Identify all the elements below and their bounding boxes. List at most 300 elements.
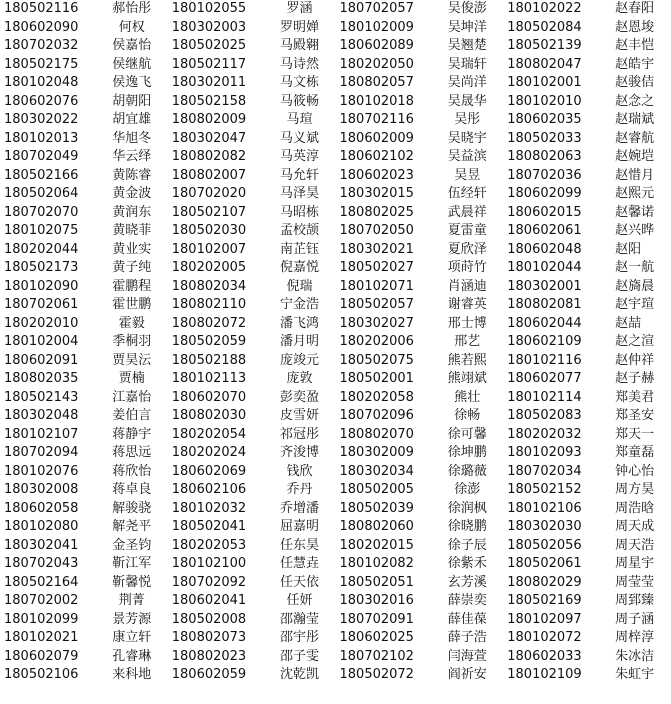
- student-id-cell: 180502027: [339, 260, 414, 275]
- student-name-cell: 徐坤鹏: [447, 445, 487, 460]
- student-name-cell: 熊壮: [454, 389, 481, 405]
- student-name-cell: 薛佳葆: [447, 611, 487, 627]
- student-id-cell: 180202058: [339, 389, 414, 405]
- student-id-cell: 180102100: [171, 556, 247, 571]
- student-id-cell: 180102007: [171, 241, 247, 257]
- student-name-cell: 贾楠: [118, 371, 145, 386]
- student-name-cell: 任慧垚: [280, 556, 320, 571]
- student-id-cell: 180802070: [339, 426, 414, 442]
- student-name-cell: 赵丰恺: [615, 38, 655, 53]
- student-name-cell: 徐润枫: [447, 500, 487, 516]
- student-name-cell: 胡宜雄: [112, 112, 152, 127]
- table-row: [0, 555, 671, 574]
- student-name-cell: 薛崇奕: [447, 593, 487, 608]
- student-id-cell: 180502084: [507, 19, 582, 35]
- student-name-cell: 徐璐薇: [447, 463, 487, 479]
- student-id-cell: 180302015: [339, 186, 414, 201]
- student-id-cell: 180502169: [507, 593, 582, 608]
- student-id-cell: 180302027: [339, 315, 414, 331]
- student-id-cell: 180302011: [171, 75, 247, 90]
- student-id-cell: 180502143: [4, 389, 79, 405]
- student-name-cell: 周方昊: [615, 482, 655, 497]
- student-name-cell: 徐澎: [454, 482, 481, 497]
- student-name-cell: 任妍: [286, 593, 313, 608]
- student-id-cell: 180802009: [171, 112, 247, 127]
- student-id-cell: 180502158: [171, 93, 247, 109]
- student-name-cell: 邵子雯: [280, 648, 320, 664]
- student-id-cell: 180202032: [507, 426, 582, 442]
- student-id-cell: 180802023: [171, 648, 247, 664]
- student-id-cell: 180702102: [339, 648, 414, 664]
- student-id-cell: 180802082: [171, 149, 247, 164]
- student-name-cell: 华云绎: [112, 149, 152, 164]
- student-name-cell: 孟校颉: [280, 223, 320, 238]
- student-id-cell: 180502072: [339, 667, 414, 682]
- student-id-cell: 180202044: [4, 241, 79, 257]
- student-id-cell: 180802035: [4, 371, 79, 386]
- student-name-cell: 周莹莹: [615, 574, 655, 590]
- student-id-cell: 180502059: [171, 334, 247, 349]
- student-name-cell: 周天浩: [615, 537, 655, 553]
- student-name-cell: 郝怡彤: [112, 1, 152, 16]
- student-name-cell: 马筱畅: [280, 93, 320, 109]
- student-id-cell: 180602077: [507, 371, 582, 386]
- student-name-cell: 马昭栋: [280, 204, 320, 220]
- student-name-cell: 潘飞鸿: [280, 315, 320, 331]
- student-id-cell: 180102044: [507, 260, 582, 275]
- student-id-cell: 180202050: [339, 56, 414, 72]
- student-name-cell: 闫海萱: [447, 648, 487, 664]
- student-name-cell: 周梓淳: [615, 630, 655, 645]
- student-id-cell: 180602059: [171, 667, 247, 682]
- student-name-cell: 赵骏佶: [615, 75, 655, 90]
- student-id-cell: 180302009: [339, 445, 414, 460]
- student-id-cell: 180502041: [171, 519, 247, 534]
- student-name-cell: 吴昱: [454, 167, 481, 183]
- student-name-cell: 赵馨诺: [615, 204, 655, 220]
- student-id-cell: 180602091: [4, 352, 79, 368]
- student-name-cell: 邵宇彤: [280, 630, 320, 645]
- student-name-cell: 赵兴晔: [615, 223, 655, 238]
- student-name-cell: 周郅臻: [615, 593, 655, 608]
- student-id-cell: 180702057: [339, 1, 414, 16]
- student-id-cell: 180502166: [4, 167, 79, 183]
- student-id-cell: 180702050: [339, 223, 414, 238]
- student-id-cell: 180102107: [4, 426, 79, 442]
- student-name-cell: 朱冰洁: [615, 648, 655, 664]
- student-id-cell: 180702061: [4, 297, 79, 312]
- table-row: [0, 111, 671, 130]
- student-id-cell: 180102001: [507, 75, 582, 90]
- table-row: [0, 19, 671, 38]
- student-name-cell: 郑圣安: [615, 408, 655, 423]
- student-id-cell: 180702116: [339, 112, 414, 127]
- student-id-cell: 180102004: [4, 334, 79, 349]
- table-row: [0, 518, 671, 537]
- student-name-cell: 朱虹宇: [615, 667, 655, 682]
- student-id-cell: 180602109: [507, 334, 582, 349]
- table-row: [0, 296, 671, 315]
- student-name-cell: 黄业实: [112, 241, 152, 257]
- student-id-cell: 180102018: [339, 93, 414, 109]
- student-name-cell: 皮雪妍: [280, 408, 320, 423]
- student-id-cell: 180602069: [171, 463, 247, 479]
- student-id-cell: 180502106: [4, 667, 79, 682]
- student-id-cell: 180102055: [171, 1, 247, 16]
- student-id-cell: 180602015: [507, 204, 582, 220]
- student-id-cell: 180602044: [507, 315, 582, 331]
- table-row: [0, 148, 671, 167]
- student-id-cell: 180502188: [171, 352, 247, 368]
- student-id-cell: 180102021: [4, 630, 79, 645]
- student-id-cell: 180102072: [507, 630, 582, 645]
- student-id-cell: 180502057: [339, 297, 414, 312]
- student-id-cell: 180602076: [4, 93, 79, 109]
- student-id-cell: 180302022: [4, 112, 79, 127]
- student-name-cell: 马瑄: [286, 112, 313, 127]
- student-id-cell: 180102113: [171, 371, 247, 386]
- student-name-cell: 玄芳溪: [447, 574, 487, 590]
- student-id-cell: 180502083: [507, 408, 582, 423]
- student-name-cell: 赵仲祥: [615, 352, 655, 368]
- student-id-cell: 180702032: [4, 38, 79, 53]
- student-name-cell: 吴俊澎: [447, 1, 487, 16]
- student-id-cell: 180602035: [507, 112, 582, 127]
- student-name-cell: 孔睿琳: [112, 648, 152, 664]
- student-id-cell: 180202010: [4, 315, 79, 331]
- student-id-cell: 180302008: [4, 482, 79, 497]
- student-name-cell: 景芳源: [112, 611, 152, 627]
- student-id-cell: 180802047: [507, 56, 582, 72]
- student-id-cell: 180102013: [4, 130, 79, 146]
- student-id-cell: 180302003: [171, 19, 247, 35]
- student-name-cell: 钱欣: [286, 463, 313, 479]
- student-id-cell: 180702043: [4, 556, 79, 571]
- student-name-cell: 黄晓菲: [112, 223, 152, 238]
- student-name-cell: 周子涵: [615, 611, 655, 627]
- table-row: [0, 278, 671, 297]
- student-name-cell: 黄润东: [112, 204, 152, 220]
- student-id-cell: 180702094: [4, 445, 79, 460]
- student-name-cell: 项莳竹: [447, 260, 487, 275]
- student-name-cell: 潘月明: [280, 334, 320, 349]
- student-name-cell: 黄子纯: [112, 260, 152, 275]
- student-name-cell: 郑美君: [615, 389, 655, 405]
- student-name-cell: 侯逸飞: [112, 75, 152, 90]
- table-row: [0, 352, 671, 371]
- student-id-cell: 180602061: [507, 223, 582, 238]
- student-name-cell: 蒋欣怡: [112, 463, 152, 479]
- student-id-cell: 180802007: [171, 167, 247, 183]
- student-id-cell: 180302048: [4, 408, 79, 423]
- student-id-cell: 180502001: [339, 371, 414, 386]
- student-name-cell: 宁金浩: [280, 297, 320, 312]
- student-name-cell: 吴益滨: [447, 149, 487, 164]
- student-name-cell: 吴晓宇: [447, 130, 487, 146]
- student-name-cell: 霍世鹏: [112, 297, 152, 312]
- student-name-cell: 吴瑞轩: [447, 56, 487, 72]
- student-id-cell: 180802073: [171, 630, 247, 645]
- student-name-cell: 齐浚博: [280, 445, 320, 460]
- student-id-cell: 180702096: [339, 408, 414, 423]
- student-id-cell: 180102109: [507, 667, 582, 682]
- table-row: [0, 648, 671, 667]
- student-id-cell: 180702049: [4, 149, 79, 164]
- student-name-cell: 蒋卓良: [112, 482, 152, 497]
- student-id-cell: 180102106: [507, 500, 582, 516]
- student-id-cell: 180102009: [339, 19, 414, 35]
- student-name-cell: 赵旖晨: [615, 278, 655, 294]
- student-id-cell: 180202024: [171, 445, 247, 460]
- student-id-cell: 180502064: [4, 186, 79, 201]
- student-name-cell: 姜伯言: [112, 408, 152, 423]
- student-id-cell: 180102099: [4, 611, 79, 627]
- table-row: [0, 333, 671, 352]
- student-id-cell: 180802034: [171, 278, 247, 294]
- student-name-cell: 赵恩埈: [615, 19, 655, 35]
- student-name-cell: 南芷钰: [280, 241, 320, 257]
- student-name-cell: 来科地: [112, 667, 152, 682]
- student-name-cell: 吴翘楚: [447, 38, 487, 53]
- student-name-cell: 伍经轩: [447, 186, 487, 201]
- student-id-cell: 180502117: [171, 56, 247, 72]
- student-name-cell: 周浩晗: [615, 500, 655, 516]
- student-id-cell: 180802081: [507, 297, 582, 312]
- student-id-cell: 180502030: [171, 223, 247, 238]
- student-name-cell: 赵婉垲: [615, 149, 655, 164]
- student-name-cell: 罗明婵: [280, 19, 320, 35]
- student-name-cell: 赵之渲: [615, 334, 655, 349]
- student-name-cell: 熊若熙: [447, 352, 487, 368]
- student-name-cell: 赵惜月: [615, 167, 655, 183]
- student-id-cell: 180302034: [339, 463, 414, 479]
- student-name-cell: 邢艺: [454, 334, 481, 349]
- table-row: [0, 629, 671, 648]
- table-row: [0, 537, 671, 556]
- student-name-cell: 马允轩: [280, 167, 320, 183]
- student-name-cell: 周天成: [615, 519, 655, 534]
- student-name-cell: 赵宇瑄: [615, 297, 655, 312]
- student-id-cell: 180102082: [339, 556, 414, 571]
- student-name-cell: 谢睿英: [447, 297, 487, 312]
- student-name-cell: 赵阳: [615, 241, 642, 257]
- student-name-cell: 祁冠彤: [280, 426, 320, 442]
- table-row: [0, 444, 671, 463]
- student-name-cell: 彭奕盈: [280, 389, 320, 405]
- student-name-cell: 罗涵: [286, 1, 313, 16]
- student-name-cell: 马义斌: [280, 130, 320, 146]
- student-name-cell: 康立轩: [112, 630, 152, 645]
- student-name-cell: 解骏骁: [112, 500, 152, 516]
- student-id-cell: 180502152: [507, 482, 582, 497]
- student-id-cell: 180702034: [507, 463, 582, 479]
- table-row: [0, 241, 671, 260]
- student-name-cell: 贾昊沄: [112, 352, 152, 368]
- student-name-cell: 马殿翱: [280, 38, 320, 53]
- table-row: [0, 500, 671, 519]
- student-id-cell: 180202053: [171, 537, 247, 553]
- student-name-cell: 侯嘉怡: [112, 38, 152, 53]
- student-id-cell: 180302047: [171, 130, 247, 146]
- table-row: [0, 370, 671, 389]
- table-row: [0, 74, 671, 93]
- student-name-cell: 马泽昊: [280, 186, 320, 201]
- student-name-cell: 徐畅: [454, 408, 481, 423]
- student-id-cell: 180702020: [171, 186, 247, 201]
- student-id-cell: 180802025: [339, 204, 414, 220]
- table-row: [0, 222, 671, 241]
- student-id-cell: 180102022: [507, 1, 582, 16]
- student-name-cell: 江嘉怡: [112, 389, 152, 405]
- student-id-cell: 180102075: [4, 223, 79, 238]
- student-id-cell: 180102093: [507, 445, 582, 460]
- student-id-cell: 180502056: [507, 537, 582, 553]
- student-name-cell: 胡朝阳: [112, 93, 152, 109]
- table-row: [0, 259, 671, 278]
- student-name-cell: 肖涵迪: [447, 278, 487, 294]
- table-row: [0, 389, 671, 408]
- student-id-cell: 180802072: [171, 315, 247, 331]
- student-name-cell: 解尧平: [112, 519, 152, 534]
- student-name-cell: 蒋静宇: [112, 426, 152, 442]
- student-id-cell: 180802029: [507, 574, 582, 590]
- table-row: [0, 130, 671, 149]
- table-row: [0, 185, 671, 204]
- student-name-cell: 倪瑞: [286, 278, 313, 294]
- student-id-cell: 180602025: [339, 630, 414, 645]
- student-name-cell: 赵喆: [615, 315, 642, 331]
- student-id-cell: 180502175: [4, 56, 79, 72]
- table-row: [0, 0, 671, 19]
- student-id-cell: 180702002: [4, 593, 79, 608]
- student-name-cell: 霍毅: [118, 315, 145, 331]
- student-id-cell: 180102048: [4, 75, 79, 90]
- table-row: [0, 204, 671, 223]
- student-name-cell: 赵子赫: [615, 371, 655, 386]
- student-id-cell: 180502039: [339, 500, 414, 516]
- student-name-cell: 周星宇: [615, 556, 655, 571]
- student-name-cell: 侯继航: [112, 56, 152, 72]
- table-row: [0, 574, 671, 593]
- student-id-cell: 180702070: [4, 204, 79, 220]
- student-name-cell: 赵皓宇: [615, 56, 655, 72]
- student-name-cell: 阎祈安: [447, 667, 487, 682]
- student-id-cell: 180502008: [171, 611, 247, 627]
- student-id-cell: 180802060: [339, 519, 414, 534]
- student-id-cell: 180802110: [171, 297, 247, 312]
- student-id-cell: 180102090: [4, 278, 79, 294]
- student-name-cell: 徐可馨: [447, 426, 487, 442]
- student-id-cell: 180602041: [171, 593, 247, 608]
- table-row: [0, 167, 671, 186]
- student-id-cell: 180502116: [4, 1, 79, 16]
- table-row: [0, 315, 671, 334]
- student-name-cell: 吴尚洋: [447, 75, 487, 90]
- student-id-cell: 180502033: [507, 130, 582, 146]
- table-row: [0, 611, 671, 630]
- student-name-cell: 屈嘉明: [280, 519, 320, 534]
- student-name-cell: 靳江军: [112, 556, 152, 571]
- student-id-cell: 180102076: [4, 463, 79, 479]
- student-id-cell: 180202054: [171, 426, 247, 442]
- student-id-cell: 180502061: [507, 556, 582, 571]
- student-id-cell: 180102010: [507, 93, 582, 109]
- student-name-cell: 何权: [118, 19, 145, 35]
- student-name-cell: 乔丹: [286, 482, 313, 497]
- student-id-cell: 180302030: [507, 519, 582, 534]
- student-name-cell: 任天依: [280, 574, 320, 590]
- student-name-cell: 金圣钧: [112, 537, 152, 553]
- student-id-cell: 180802030: [171, 408, 247, 423]
- student-name-cell: 荆菁: [118, 593, 145, 608]
- table-row: [0, 463, 671, 482]
- student-name-cell: 夏雷童: [447, 223, 487, 238]
- student-name-cell: 乔增潘: [280, 500, 320, 516]
- table-row: [0, 666, 671, 685]
- student-id-cell: 180602070: [171, 389, 247, 405]
- student-id-cell: 180702036: [507, 167, 582, 183]
- student-name-cell: 赵瑞斌: [615, 112, 655, 127]
- student-name-cell: 武晨祥: [447, 204, 487, 220]
- student-id-cell: 180602033: [507, 648, 582, 664]
- student-name-cell: 庞竣元: [280, 352, 320, 368]
- student-name-cell: 郑童磊: [615, 445, 655, 460]
- student-id-cell: 180502005: [339, 482, 414, 497]
- student-id-cell: 180602102: [339, 149, 414, 164]
- student-name-cell: 徐晓鹏: [447, 519, 487, 534]
- student-id-cell: 180302021: [339, 241, 414, 257]
- student-name-cell: 华旭冬: [112, 130, 152, 146]
- student-name-cell: 任东昊: [280, 537, 320, 553]
- student-id-cell: 180302041: [4, 537, 79, 553]
- student-id-cell: 180702092: [171, 574, 247, 590]
- student-name-cell: 季桐羽: [112, 334, 152, 349]
- student-name-cell: 赵熙元: [615, 186, 655, 201]
- table-row: [0, 481, 671, 500]
- student-name-cell: 吴晟华: [447, 93, 487, 109]
- student-name-cell: 钟心怡: [615, 463, 655, 479]
- student-name-cell: 吴坤洋: [447, 19, 487, 35]
- student-name-cell: 薛子浩: [447, 630, 487, 645]
- student-id-cell: 180502164: [4, 574, 79, 590]
- student-name-cell: 熊翊斌: [447, 371, 487, 386]
- student-id-cell: 180602090: [4, 19, 79, 35]
- student-name-cell: 吴彤: [454, 112, 481, 127]
- student-id-cell: 180502025: [171, 38, 247, 53]
- student-name-cell: 霍鹏程: [112, 278, 152, 294]
- student-id-cell: 180302001: [507, 278, 582, 294]
- student-id-cell: 180102071: [339, 278, 414, 294]
- student-id-cell: 180102116: [507, 352, 582, 368]
- student-id-cell: 180602079: [4, 648, 79, 664]
- student-id-cell: 180502075: [339, 352, 414, 368]
- student-name-cell: 邢士博: [447, 315, 487, 331]
- student-id-cell: 180102097: [507, 611, 582, 627]
- student-id-cell: 180502107: [171, 204, 247, 220]
- student-name-cell: 赵一航: [615, 260, 655, 275]
- table-row: [0, 37, 671, 56]
- student-name-cell: 郑天一: [615, 426, 655, 442]
- student-id-cell: 180602048: [507, 241, 582, 257]
- student-name-cell: 沈乾凯: [280, 667, 320, 682]
- student-name-cell: 倪嘉悦: [280, 260, 320, 275]
- student-name-cell: 赵春阳: [615, 1, 655, 16]
- student-name-cell: 赵睿航: [615, 130, 655, 146]
- student-id-cell: 180502139: [507, 38, 582, 53]
- student-id-cell: 180202005: [171, 260, 247, 275]
- student-id-cell: 180602106: [171, 482, 247, 497]
- student-id-cell: 180502051: [339, 574, 414, 590]
